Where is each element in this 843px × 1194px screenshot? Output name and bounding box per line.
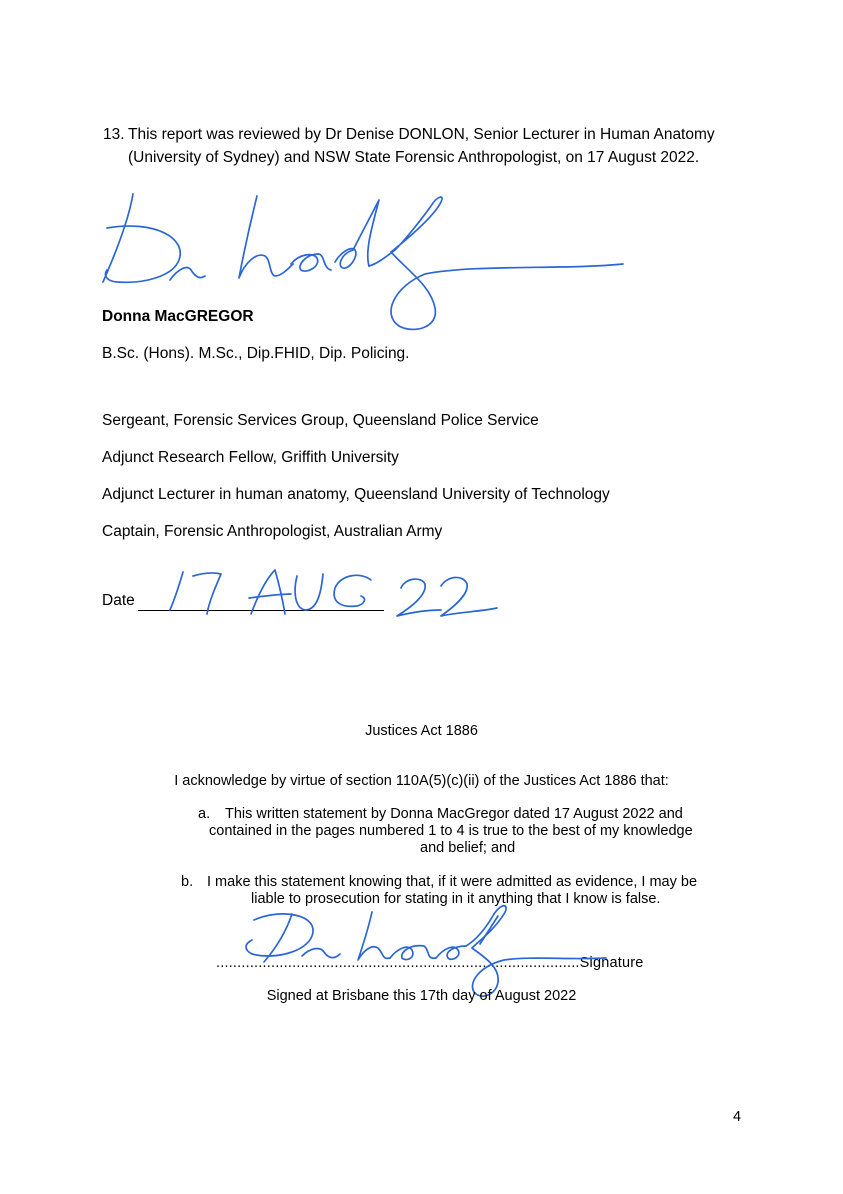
paragraph-text: This report was reviewed by Dr Denise DONLON, Senior Lecturer in Human Anatomy (University of Sydney) and NSW State Forensic Anthropologist, on 17 August 2022.	[128, 126, 715, 166]
item-b-line: I make this statement knowing that, if it were admitted as evidence, I may be	[207, 874, 698, 890]
item-a-line: This written statement by Donna MacGregor dated 17 August 2022 and	[225, 806, 683, 822]
date-label: Date	[102, 592, 135, 609]
item-b-line: liable to prosecution for stating in it anything that I know is false.	[251, 891, 661, 907]
item-a-line: contained in the pages numbered 1 to 4 is true to the best of my knowledge	[209, 823, 693, 839]
paragraph-13	[103, 124, 743, 169]
paragraph-number: 13.	[103, 126, 125, 143]
item-a-line: and belief; and	[420, 840, 516, 856]
position-line: Captain, Forensic Anthropologist, Australian Army	[102, 523, 443, 540]
position-line: Adjunct Lecturer in human anatomy, Queensland University of Technology	[102, 486, 610, 503]
position-line: Sergeant, Forensic Services Group, Queensland Police Service	[102, 412, 539, 429]
position-line: Adjunct Research Fellow, Griffith University	[102, 449, 399, 466]
item-b-marker: b.	[181, 874, 194, 890]
page-number: 4	[733, 1109, 742, 1125]
author-qualifications: B.Sc. (Hons). M.Sc., Dip.FHID, Dip. Policing.	[102, 345, 410, 362]
acknowledgement-text: I acknowledge by virtue of section 110A(5)(c)(ii) of the Justices Act 1886 that:	[174, 773, 669, 789]
signature-dots: ......................................................................................	[216, 955, 580, 971]
signature-label: Signature	[579, 955, 644, 971]
signed-at-text: Signed at Brisbane this 17th day of August 2022	[266, 988, 577, 1004]
handwritten-date	[165, 564, 505, 624]
justices-act-heading: Justices Act 1886	[365, 723, 478, 739]
author-name: Donna MacGREGOR	[102, 308, 254, 325]
item-a-marker: a.	[198, 806, 211, 822]
